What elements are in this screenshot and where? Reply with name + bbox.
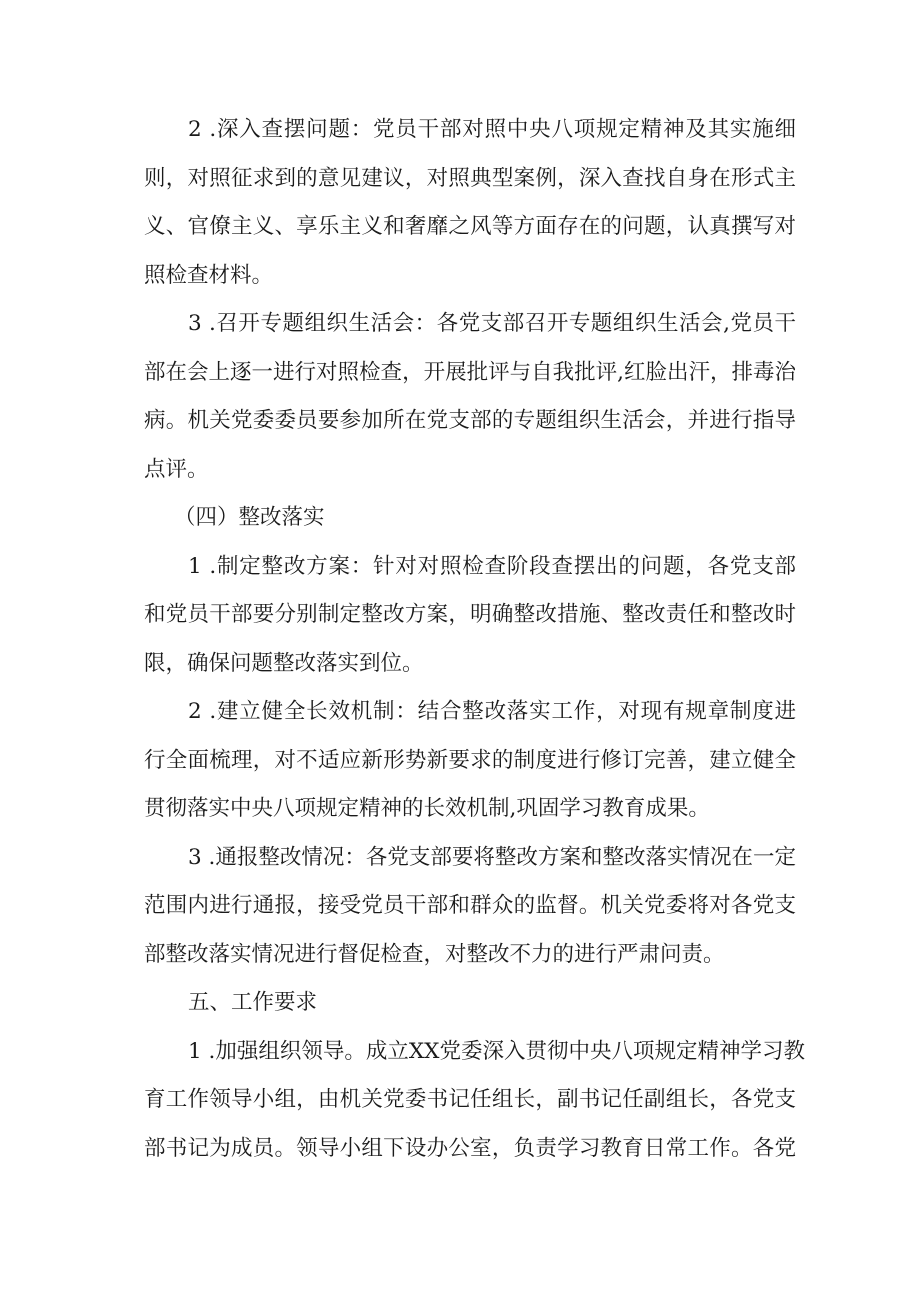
text-line: 点评。 bbox=[144, 456, 209, 482]
document-body bbox=[144, 106, 805, 1173]
text-line: 照检查材料。 bbox=[144, 262, 274, 288]
section-heading bbox=[144, 979, 796, 1028]
text-line: 2 .建立健全长效机制：结合整改落实工作，对现有规章制度进 bbox=[188, 699, 796, 724]
text-line: 1 .制定整改方案：针对对照检查阶段查摆出的问题，各党支部 bbox=[188, 553, 796, 579]
paragraph bbox=[144, 106, 796, 300]
paragraph bbox=[144, 1028, 805, 1174]
text-line: （四）整改落实 bbox=[174, 505, 325, 530]
text-line: 和党员干部要分别制定整改方案，明确整改措施、整改责任和整改时 bbox=[144, 602, 796, 627]
text-line: 范围内进行通报，接受党员干部和群众的监督。机关党委将对各党支 bbox=[144, 893, 796, 918]
text-line: 五、工作要求 bbox=[188, 990, 318, 1015]
text-line: 3 .通报整改情况：各党支部要将整改方案和整改落实情况在一定 bbox=[188, 844, 796, 870]
text-line: 部在会上逐一进行对照检查，开展批评与自我批评,红脸出汗，排毒治 bbox=[144, 359, 796, 385]
text-line: 部书记为成员。领导小组下设办公室，负责学习教育日常工作。各党 bbox=[144, 1135, 796, 1161]
text-line: 2 .深入查摆问题：党员干部对照中央八项规定精神及其实施细 bbox=[188, 117, 796, 142]
text-line: 贯彻落实中央八项规定精神的长效机制,巩固学习教育成果。 bbox=[144, 796, 710, 821]
paragraph bbox=[144, 688, 796, 834]
section-heading bbox=[144, 494, 796, 543]
paragraph bbox=[144, 834, 796, 980]
text-line: 3 .召开专题组织生活会：各党支部召开专题组织生活会,党员干 bbox=[188, 311, 796, 336]
text-line: 育工作领导小组，由机关党委书记任组长，副书记任副组长，各党支 bbox=[144, 1087, 796, 1112]
paragraph bbox=[144, 543, 796, 689]
text-line: 部整改落实情况进行督促检查，对整改不力的进行严肃问责。 bbox=[144, 941, 725, 967]
paragraph bbox=[144, 300, 796, 494]
text-line: 行全面梳理，对不适应新形势新要求的制度进行修订完善，建立健全 bbox=[144, 747, 796, 773]
text-line: 限，确保问题整改落实到位。 bbox=[144, 650, 424, 676]
text-line: 病。机关党委委员要参加所在党支部的专题组织生活会，并进行指导 bbox=[144, 408, 796, 433]
text-line: 1 .加强组织领导。成立XX党委深入贯彻中央八项规定精神学习教 bbox=[188, 1038, 805, 1064]
text-line: 则，对照征求到的意见建议，对照典型案例，深入查找自身在形式主 bbox=[144, 165, 796, 191]
text-line: 义、官僚主义、享乐主义和奢靡之风等方面存在的问题，认真撰写对 bbox=[144, 214, 796, 239]
